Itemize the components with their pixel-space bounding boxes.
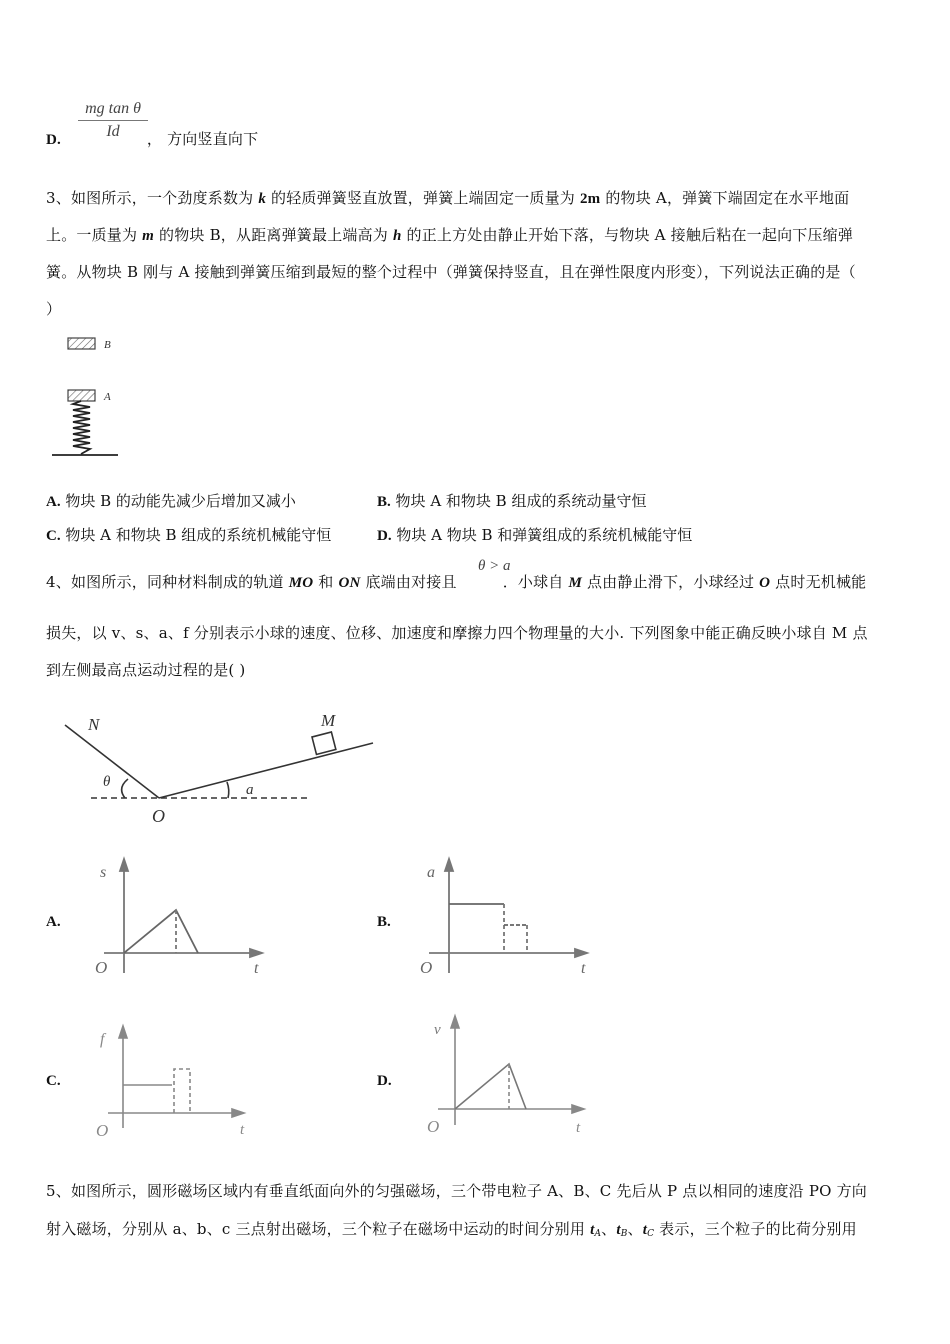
text: 底端由对接且 — [360, 573, 457, 591]
option-text: 物块 A 和物块 B 组成的系统机械能守恒 — [65, 526, 332, 544]
q5-line-1: 5、如图所示，圆形磁场区域内有垂直纸面向外的匀强磁场，三个带电粒子 A、B、C 先后从 P 点以相同的速度沿 PO 方向 — [46, 1182, 867, 1200]
angle-theta-arc — [122, 779, 128, 798]
y-axis-label: a — [427, 864, 435, 881]
y-axis-arrow — [445, 859, 453, 871]
y-axis-label: s — [100, 864, 107, 881]
text: 的物块 B，从距离弹簧最上端高为 — [154, 226, 393, 244]
text: 表示，三个粒子的比荷分别用 — [654, 1220, 857, 1238]
graph-c[interactable] — [90, 1020, 270, 1140]
text: 上。一质量为 — [46, 226, 143, 244]
angle-alpha-arc — [227, 782, 229, 798]
block-a — [68, 390, 95, 401]
graph-b[interactable] — [415, 855, 595, 985]
q3-line-3: 簧。从物块 B 刚与 A 接触到弹簧压缩到最短的整个过程中（弹簧保持竖直，且在弹性限度内形变），下列说法正确的是（ — [46, 263, 856, 281]
spring-coil — [73, 401, 90, 454]
q3-line-1 — [46, 187, 849, 208]
fraction-denominator: Id — [106, 123, 120, 140]
q2-option-d — [46, 128, 258, 149]
q3-option-c[interactable] — [46, 524, 331, 545]
y-axis-arrow — [120, 859, 128, 871]
text: 点时无机械能 — [770, 573, 867, 591]
var-t: t — [590, 1222, 595, 1238]
label-n: N — [88, 715, 100, 734]
origin-label: O — [427, 1117, 440, 1136]
text: 和 — [313, 573, 339, 591]
text: 3、如图所示，一个劲度系数为 — [46, 189, 259, 207]
q3-option-d[interactable] — [377, 524, 692, 545]
option-label: B. — [377, 494, 391, 510]
q4-line-2: 损失，以 v、s、a、f 分别表示小球的速度、位移、加速度和摩擦力四个物理量的大小. 下列图象中能正确反映小球自 M 点 — [46, 624, 868, 642]
q3-option-b[interactable] — [377, 490, 646, 511]
text: 4、如图所示，同种材料制成的轨道 — [46, 573, 289, 591]
x-axis-label: t — [576, 1120, 581, 1136]
label-theta: θ — [103, 774, 111, 790]
var-o: O — [759, 575, 771, 591]
spring-figure — [44, 330, 134, 462]
x-axis-arrow — [572, 1105, 584, 1113]
label-alpha: a — [246, 782, 254, 798]
graph-c-label[interactable]: C. — [46, 1073, 61, 1089]
var-k: k — [258, 191, 267, 207]
text: 射入磁场，分别从 a、b、c 三点射出磁场，三个粒子在磁场中运动的时间分别用 — [46, 1220, 591, 1238]
var-t: t — [616, 1222, 621, 1238]
fraction-numerator: mg tan θ — [78, 100, 148, 121]
var-2m: 2m — [579, 191, 601, 207]
q3-option-a[interactable] — [46, 490, 296, 511]
var-on: ON — [338, 575, 361, 591]
y-axis-arrow — [119, 1026, 127, 1038]
y-axis-arrow — [451, 1016, 459, 1028]
x-axis-arrow — [575, 949, 587, 957]
graph-b-label[interactable]: B. — [377, 914, 391, 930]
option-text: 物块 A 和物块 B 组成的系统动量守恒 — [395, 492, 647, 510]
graph-a-label[interactable]: A. — [46, 914, 61, 930]
graph-d-label[interactable]: D. — [377, 1073, 392, 1089]
comma: ， — [146, 130, 163, 148]
graph-curve — [455, 1064, 526, 1109]
graph-curve — [124, 910, 198, 953]
label-o: O — [152, 806, 165, 826]
block-b-label: B — [104, 339, 111, 351]
var-mo: MO — [288, 575, 314, 591]
separator: 、 — [601, 1220, 617, 1238]
subscript-c: C — [647, 1229, 655, 1239]
text: 的轻质弹簧竖直放置，弹簧上端固定一质量为 — [266, 189, 580, 207]
text: ．小球自 — [502, 573, 569, 591]
origin-label: O — [96, 1121, 109, 1140]
graph-a[interactable] — [90, 855, 270, 985]
subscript-b: B — [620, 1229, 628, 1239]
y-axis-label: f — [100, 1031, 105, 1048]
var-h: h — [392, 228, 402, 244]
y-axis-label: v — [434, 1022, 441, 1038]
q3-line-4: ） — [46, 300, 62, 318]
origin-label: O — [95, 958, 108, 977]
option-label: D. — [377, 528, 392, 544]
q4-line-3: 到左侧最高点运动过程的是( ) — [46, 661, 246, 679]
track-on — [65, 725, 159, 798]
origin-label: O — [420, 958, 433, 977]
q3-line-2 — [46, 224, 853, 245]
block-a-label: A — [104, 391, 111, 403]
option-text: 物块 B 的动能先减少后增加又减小 — [65, 492, 296, 510]
block-m — [312, 732, 336, 754]
text: 的正上方处由静止开始下落，与物块 A 接触后粘在一起向下压缩弹 — [401, 226, 854, 244]
x-axis-label: t — [240, 1122, 245, 1138]
q4-line-1 — [46, 571, 866, 592]
text: 点由静止滑下，小球经过 — [582, 573, 760, 591]
option-label: D. — [46, 132, 61, 148]
subscript-a: A — [594, 1229, 602, 1239]
var-m: m — [142, 228, 155, 244]
option-label: C. — [46, 528, 61, 544]
label-m: M — [321, 711, 336, 730]
x-axis-label: t — [581, 960, 586, 977]
x-axis-arrow — [250, 949, 262, 957]
var-m: M — [568, 575, 583, 591]
x-axis-arrow — [232, 1109, 244, 1117]
track-mo — [159, 743, 373, 798]
option-text: 物块 A 物块 B 和弹簧组成的系统机械能守恒 — [396, 526, 693, 544]
block-b — [68, 338, 95, 349]
q5-line-2 — [46, 1218, 857, 1239]
separator: 、 — [627, 1220, 643, 1238]
graph-d[interactable] — [420, 1010, 600, 1140]
track-figure — [55, 700, 385, 830]
option-text: 方向竖直向下 — [167, 130, 259, 148]
text: 的物块 A，弹簧下端固定在水平地面 — [600, 189, 850, 207]
condition-formula: θ > a — [478, 558, 511, 574]
option-label: A. — [46, 494, 61, 510]
x-axis-label: t — [254, 960, 259, 977]
var-t: t — [642, 1222, 648, 1238]
graph-step-high — [174, 1069, 190, 1113]
